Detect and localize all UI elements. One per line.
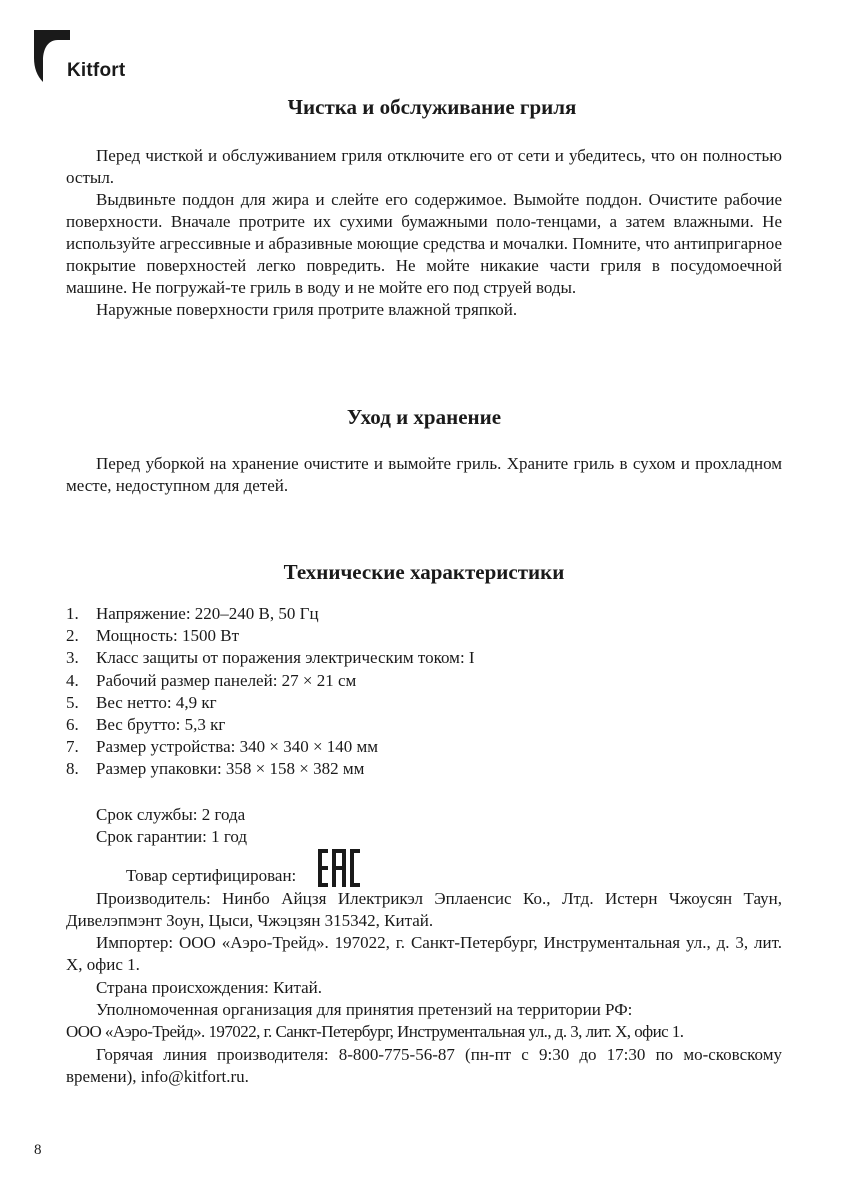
specs-list: [66, 603, 475, 781]
spec-item: [66, 670, 475, 692]
warranty: Срок гарантии: 1 год: [96, 827, 248, 847]
importer-info: Импортер: ООО «Аэро-Трейд». 197022, г. Санкт-Петербург, Инструментальная ул., д. 3, лит. Х, офис 1.: [66, 933, 782, 975]
spec-number: 5.: [66, 692, 79, 712]
spec-item: [66, 625, 475, 647]
spec-text: Вес нетто: 4,9 кг: [96, 692, 217, 712]
spec-text: Мощность: 1500 Вт: [96, 626, 240, 646]
spec-text: Напряжение: 220–240 В, 50 Гц: [96, 604, 319, 623]
spec-text: Размер упаковки: 358 × 158 × 382 мм: [96, 759, 365, 779]
eac-mark-icon: [318, 849, 360, 887]
spec-number: 3.: [66, 648, 79, 668]
cleaning-paragraph-2: Выдвиньте поддон для жира и слейте его содержимое. Вымойте поддон. Очистите рабочие поверхности. Вначале протрите их сухими бумажными поло-тенцами, а затем влажными. Не используйте агрессивные и абразивные моющие средства и мочалки. Помните, что антипригарное покрытие поверхностей легко повредить. Не мойте никакие части гриля в посудомоечной машине. Не погружай-те гриль в воду и не мойте его под струей воды.: [66, 190, 782, 297]
cleaning-paragraph-3: Наружные поверхности гриля протрите влажной тряпкой.: [96, 300, 518, 319]
service-life: Срок службы: 2 года: [96, 805, 246, 824]
country-of-origin: Страна происхождения: Китай.: [96, 977, 323, 997]
spec-item: [66, 603, 475, 625]
cleaning-title: Чистка и обслуживание гриля: [287, 95, 577, 119]
hotline-info: Горячая линия производителя: 8-800-775-56-87 (пн-пт с 9:30 до 17:30 по мо-сковскому времени), info@kitfort.ru.: [66, 1044, 782, 1086]
spec-item: [66, 647, 475, 669]
kitfort-logo: [34, 30, 125, 82]
specs-title: Технические характеристики: [283, 560, 565, 584]
certified-label: Товар сертифицирован:: [126, 866, 297, 886]
page-number: 8: [34, 1142, 42, 1158]
care-paragraph: Перед уборкой на хранение очистите и вымойте гриль. Храните гриль в сухом и прохладном месте, недоступном для детей.: [66, 454, 782, 495]
spec-number: 6.: [66, 715, 79, 735]
spec-number: 4.: [66, 670, 79, 690]
cleaning-paragraph-1: Перед чисткой и обслуживанием гриля отключите его от сети и убедитесь, что он полностью остыл.: [66, 146, 782, 187]
spec-item: [66, 758, 475, 780]
brand-name: Kitfort: [67, 60, 126, 81]
spec-number: 1.: [66, 604, 79, 623]
spec-number: 8.: [66, 759, 79, 779]
authorized-org-address: ООО «Аэро-Трейд». 197022, г. Санкт-Петербург, Инструментальная ул., д. 3, лит. Х, офис 1.: [66, 1022, 684, 1042]
spec-item: [66, 692, 475, 714]
spec-text: Размер устройства: 340 × 340 × 140 мм: [96, 737, 379, 757]
spec-item: [66, 736, 475, 758]
cleaning-section: [66, 145, 782, 321]
manufacturer-info: Производитель: Нинбо Айцзя Илектрикэл Эплаенсис Ко., Лтд. Истерн Чжоусян Таун, Дивелэпмэнт Зоун, Цыси, Чжэцзян 315342, Китай.: [66, 888, 782, 930]
spec-text: Рабочий размер панелей: 27 × 21 см: [96, 670, 357, 690]
certification-row: [66, 849, 782, 888]
spec-number: 7.: [66, 737, 79, 757]
footer-info: [66, 804, 782, 1088]
authorized-org-label: Уполномоченная организация для принятия претензий на территории РФ:: [96, 1000, 633, 1020]
spec-item: [66, 714, 475, 736]
care-title: Уход и хранение: [346, 405, 502, 429]
spec-text: Класс защиты от поражения электрическим током: I: [96, 648, 475, 668]
spec-number: 2.: [66, 626, 79, 646]
spec-text: Вес брутто: 5,3 кг: [96, 715, 226, 735]
